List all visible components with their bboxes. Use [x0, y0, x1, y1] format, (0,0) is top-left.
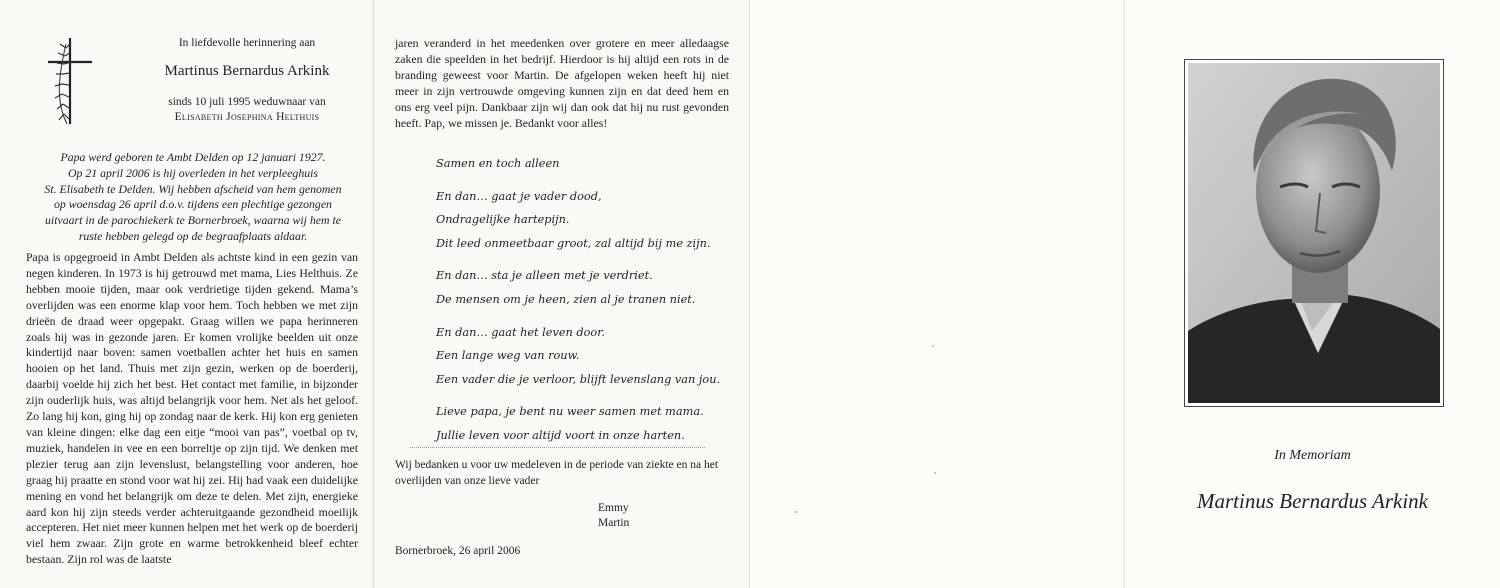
poem-line: En dan… gaat je vader dood,: [436, 189, 602, 203]
spouse-name: Elisabeth Josephina Helthuis: [174, 111, 320, 123]
portrait-image: [1188, 63, 1440, 403]
poem-line: Lieve papa, je bent nu weer samen met mama.: [436, 405, 704, 419]
front-name: Martinus Bernardus Arkink: [1197, 489, 1428, 513]
poem: [436, 152, 736, 457]
paper-speck: [934, 472, 936, 474]
deceased-name: Martinus Bernardus Arkink: [164, 63, 330, 79]
intro-line: op woensdag 26 april d.o.v. tijdens een plechtige gezongen: [54, 197, 332, 212]
poem-line: En dan… gaat het leven door.: [436, 325, 605, 339]
dotted-divider: [410, 447, 705, 448]
poem-line: Een vader die je verloor, blijft levenslang van jou.: [436, 372, 721, 386]
paper-speck: [932, 345, 934, 347]
thanks-text: Wij bedanken u voor uw medeleven in de periode van ziekte en na het overlijden van onze lieve vader: [395, 459, 719, 487]
intro-line: ruste hebben gelegd op de begraafplaats aldaar.: [78, 228, 308, 243]
poem-stanza-1: [436, 185, 736, 256]
in-memoriam-heading: In Memoriam: [1274, 448, 1351, 463]
in-memory-line: In liefdevolle herinnering aan: [178, 37, 316, 49]
intro-line: Op 21 april 2006 is hij overleden in het verpleeghuis: [68, 165, 318, 180]
poem-line: Ondragelijke hartepijn.: [436, 213, 570, 227]
poem-line: De mensen om je heen, zien al je tranen niet.: [436, 292, 696, 306]
intro-text: [26, 150, 360, 245]
card-panel-left: [0, 0, 374, 588]
signature-emmy: Emmy: [598, 502, 629, 514]
place-date: Bornerbroek, 26 april 2006: [395, 545, 521, 557]
poem-title: Samen en toch alleen: [436, 157, 560, 170]
biography-part-1: Papa is opgegroeid in Ambt Delden als achtste kind in een gezin van negen kinderen. In 1973 is hij getrouwd met mama, Lies Helthuis. Ze hebben mooie tijden, maar ook verdrietige tijden gekend. Mama’s overlijden was een enorme klap voor hem. Toch hebben we met zijn drieën de draad weer opgepakt. Graag willen we papa herinneren zoals hij was in gezonde jaren. Er komen vrolijke beelden uit onze kindertijd naar boven: samen voetballen achter het huis en samen hooien op het land. Thuis met zijn gezin, werken op de boerderij, daarbij voelde hij zich het best. Het contact met familie, in bijzonder zijn ouderlijk huis, was altijd belangrijk voor hem. Net als het geloof. Zo lang hij kon, ging hij op zondag naar de kerk. Hij kon erg genieten van kleine dingen: elke dag een eitje “mooi van pas”, voetbal op tv, muziek, handelen in vee en een borreltje op zijn tijd. We denken met plezier terug aan zijn levenslust, belangstelling voor anderen, hoe graag hij praatte en stond voor wat hij zei. Hij had vaak een duidelijke mening en vond het belangrijk om deze te delen. Met zijn, energieke aard kon hij zijn steeds verder achteruitgaande gezondheid moeilijk accepteren. Het niet meer kunnen helpen met het werk op de boerderij viel hem zwaar. Zijn grote en warme betrokkenheid bleef echter bestaan. Zijn rol was de laatste: [26, 250, 358, 567]
card-panel-blank: [750, 0, 1125, 588]
intro-line: Papa werd geboren te Ambt Delden op 12 januari 1927.: [60, 150, 326, 164]
biography-part-2: jaren veranderd in het meedenken over grotere en meer alledaagse zaken die speelden in het bedrijf. Hierdoor is hij altijd een rots in de branding geweest voor Martin. De afgelopen weken heeft hij niet meer in zijn vertrouwde omgeving kunnen zijn en dat deed hem en ons erg veel pijn. Dankbaar zijn wij dan ook dat hij nu rust gevonden heeft. Pap, we missen je. Bedankt voor alles!: [395, 36, 729, 130]
poem-stanza-3: [436, 321, 736, 392]
paper-speck: [795, 511, 797, 513]
poem-line: Dit leed onmeetbaar groot, zal altijd bij me zijn.: [436, 236, 711, 250]
intro-line: St. Elisabeth te Delden. Wij hebben afscheid van hem genomen: [44, 181, 342, 196]
cross-with-palm-icon: [44, 34, 96, 128]
poem-stanza-2: [436, 264, 736, 311]
portrait-photo: [1184, 59, 1444, 407]
signature-martin: Martin: [598, 517, 630, 529]
poem-line: En dan… sta je alleen met je verdriet.: [436, 269, 653, 283]
intro-line: uitvaart in de parochiekerk te Bornerbroek, waarna wij hem te: [45, 213, 341, 228]
widower-line: sinds 10 juli 1995 weduwnaar van: [168, 96, 326, 108]
poem-stanza-4: [436, 400, 736, 447]
poem-line: Een lange weg van rouw.: [436, 349, 580, 363]
poem-line: Jullie leven voor altijd voort in onze harten.: [436, 428, 685, 442]
